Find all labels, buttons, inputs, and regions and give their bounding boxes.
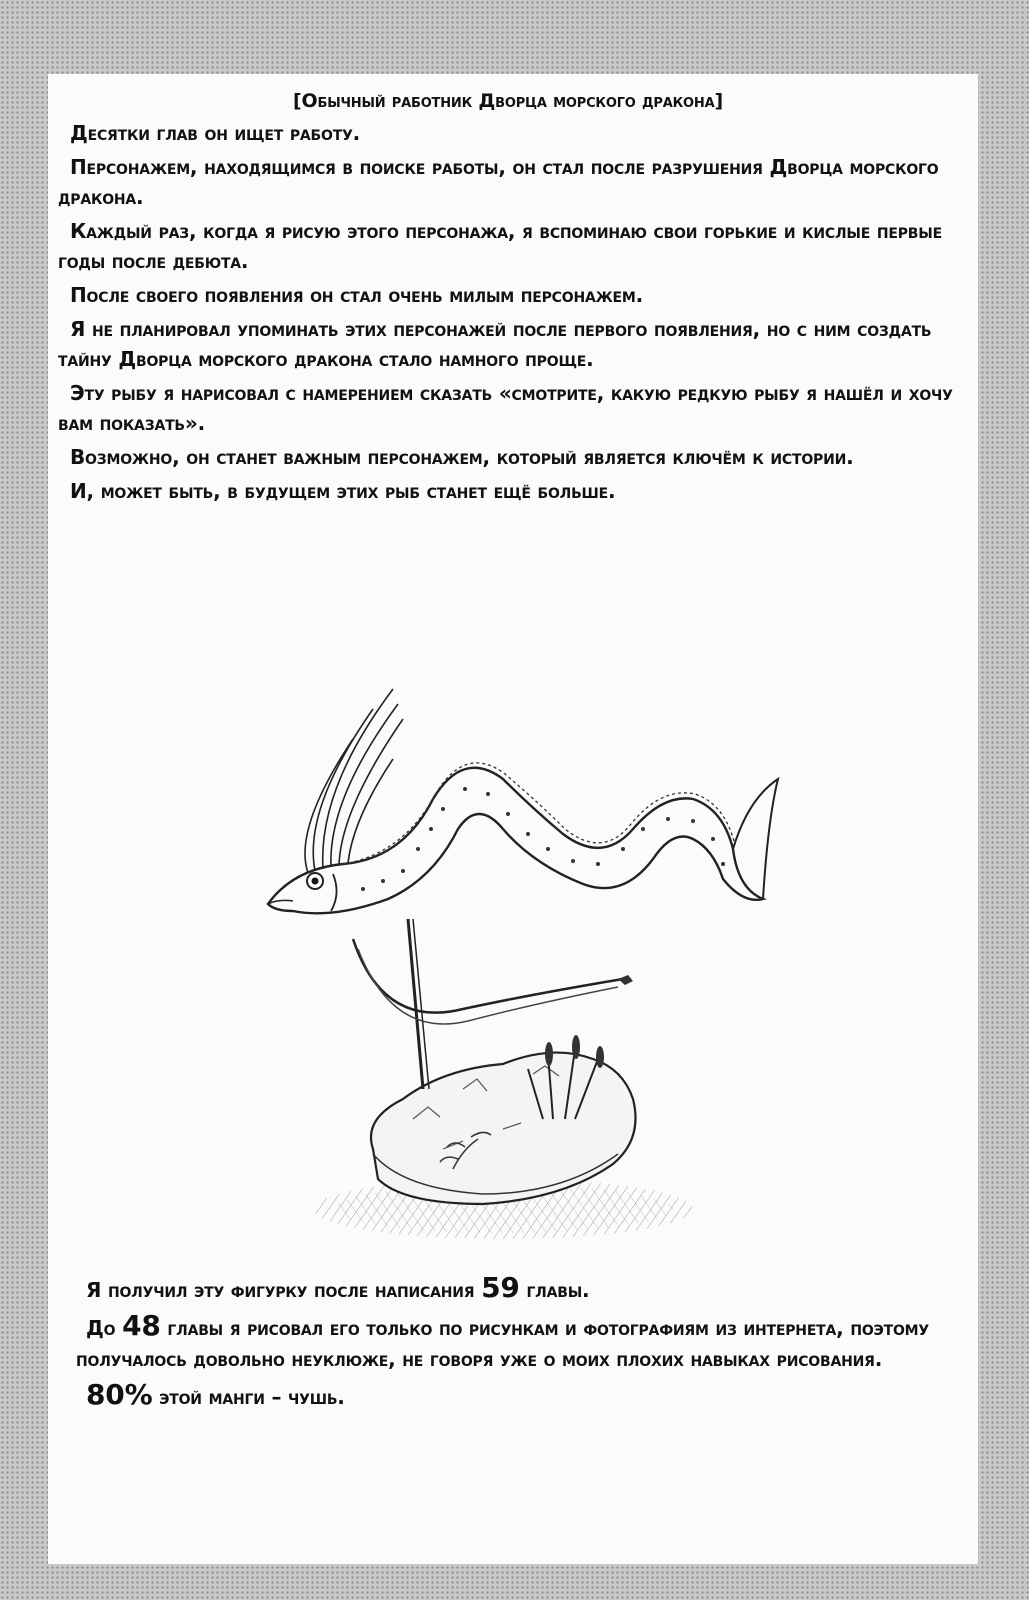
caption-line [76,1310,946,1375]
note-paragraph: Каждый раз, когда я рисую этого персонажа, я вспоминаю свои горькие и кислые первые годы после дебюта. [58,219,942,273]
page-panel [48,74,978,1564]
caption-line [76,1272,946,1306]
note-paragraph: Возможно, он станет важным персонажем, который является ключём к истории. [70,445,854,469]
note-paragraph: Десятки глав он ищет работу. [70,121,361,145]
author-note [58,86,958,510]
caption-text: этой манги – чушь. [152,1385,345,1409]
caption-line [76,1379,946,1413]
note-paragraph: После своего появления он стал очень милым персонажем. [70,283,644,307]
percent-value: 80% [86,1378,153,1411]
note-paragraph: Персонажем, находящимся в поиске работы, он стал после разрушения Дворца морского дракона. [58,155,939,209]
caption-text: Я получил эту фигурку после написания [86,1278,482,1302]
chapter-number: 59 [481,1271,520,1304]
chapter-number: 48 [122,1309,161,1342]
oarfish-illustration [203,649,803,1249]
note-paragraph: Эту рыбу я нарисовал с намерением сказать «смотрите, какую редкую рыбу я нашёл и хочу вам показать». [58,381,953,435]
caption-text: главы. [519,1278,590,1302]
note-paragraph: И, может быть, в будущем этих рыб станет ещё больше. [70,479,616,503]
caption-text: главы я рисовал его только по рисункам и фотографиям из интернета, поэтому получалось довольно неуклюже, не говоря уже о моих плохих навыках рисования. [76,1316,929,1371]
oarfish-figurine-drawing [203,649,803,1249]
caption-text: До [86,1316,123,1340]
figure-caption [76,1272,946,1417]
note-paragraph: Я не планировал упоминать этих персонажей после первого появления, но с ним создать тайну Дворца морского дракона стало намного проще. [58,317,932,371]
note-title: [Обычный работник Дворца морского дракона] [293,90,723,112]
